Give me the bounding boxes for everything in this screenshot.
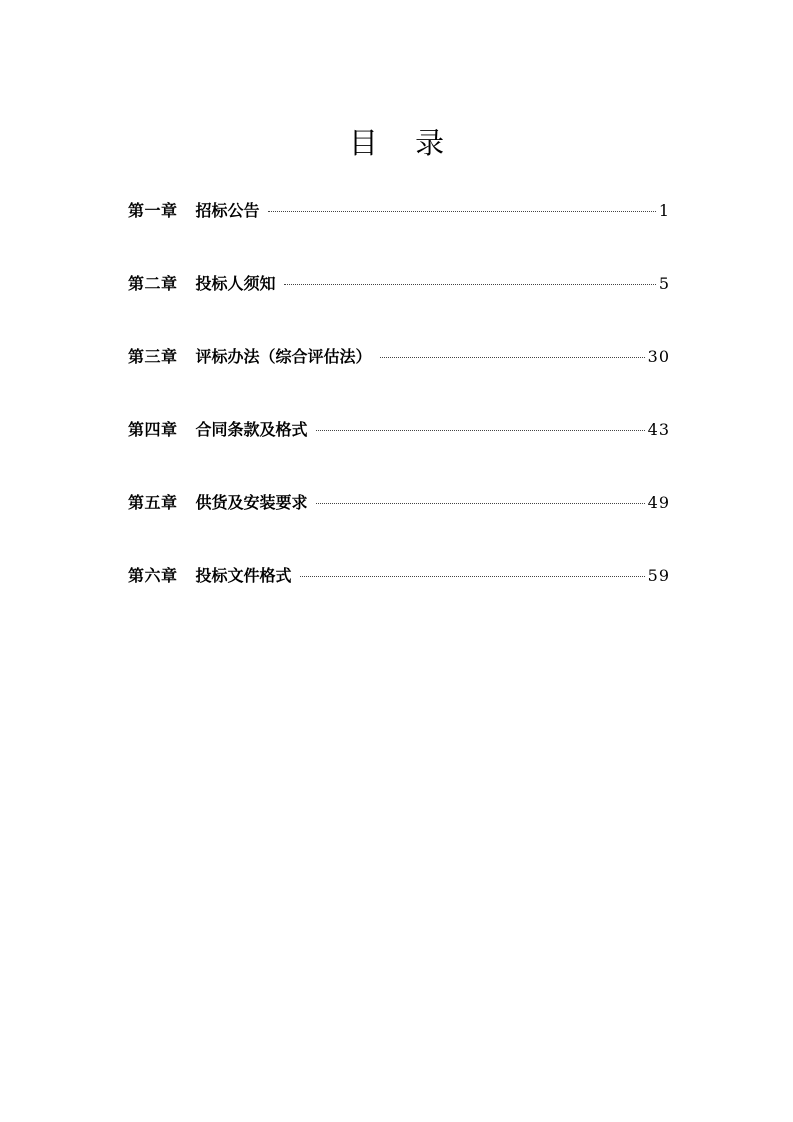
toc-page-number: 59 [647,566,670,585]
toc-list [128,195,670,633]
dot-leader [380,357,645,358]
dot-leader [268,211,656,212]
toc-page-number: 49 [647,493,670,512]
toc-entry[interactable] [128,268,670,300]
toc-chapter-name: 招标公告 [195,201,260,220]
toc-chapter-name: 供货及安装要求 [195,493,308,512]
toc-chapter-name: 评标办法（综合评估法） [195,347,372,366]
toc-entry[interactable] [128,560,670,592]
toc-page-number: 5 [658,274,670,293]
toc-chapter-label: 第五章 [128,493,178,512]
dot-leader [284,284,656,285]
dot-leader [300,576,645,577]
toc-title: 目 录 [348,126,459,160]
toc-entry[interactable] [128,341,670,373]
toc-chapter-name: 投标文件格式 [195,566,292,585]
toc-page-number: 30 [647,347,670,366]
toc-entry[interactable] [128,414,670,446]
toc-page-number: 43 [647,420,670,439]
toc-chapter-label: 第六章 [128,566,178,585]
toc-entry[interactable] [128,487,670,519]
toc-entry[interactable] [128,195,670,227]
toc-chapter-label: 第三章 [128,347,178,366]
toc-chapter-label: 第一章 [128,201,178,220]
toc-chapter-name: 合同条款及格式 [195,420,308,439]
toc-chapter-label: 第四章 [128,420,178,439]
toc-page-number: 1 [658,201,670,220]
toc-chapter-name: 投标人须知 [195,274,276,293]
dot-leader [316,503,645,504]
dot-leader [316,430,645,431]
toc-chapter-label: 第二章 [128,274,178,293]
